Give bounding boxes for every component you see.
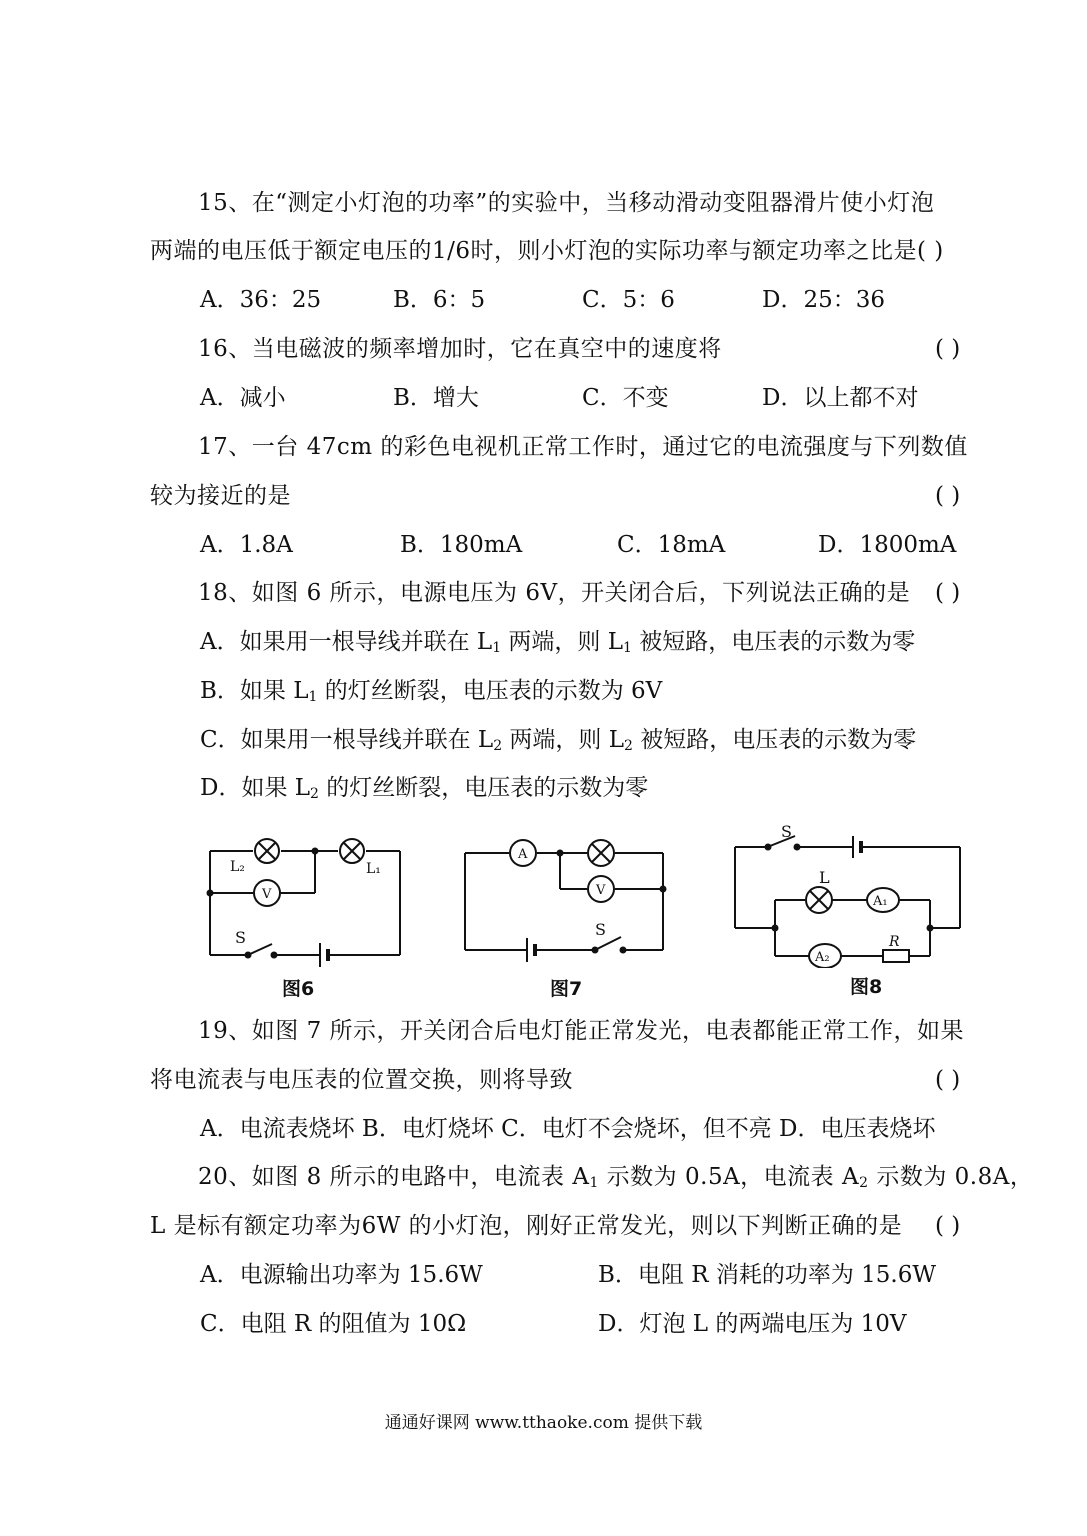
fig8-label-l: L [819,868,830,887]
q20-option-b: B．电阻 R 消耗的功率为 15.6W [598,1262,937,1288]
footer-source: 通通好课网 www.tthaoke.com 提供下载 [384,1413,703,1433]
q19-line1: 19、如图 7 所示，开关闭合后电灯能正常发光，电表都能正常工作，如果 [198,1018,965,1044]
fig8-label-a2: A₂ [815,950,830,965]
q15-line1: 15、在“测定小灯泡的功率”的实验中，当移动滑动变阻器滑片使小灯泡 [198,190,935,216]
q20-answer-paren: ( ) [935,1213,961,1239]
q15-option-c: C．5：6 [582,287,675,313]
fig8-label-r: R [889,934,900,950]
fig8-label-s: S [781,822,792,841]
resistor-r-icon [883,950,909,962]
q18-option-b: B．如果 $L_1$ 的灯丝断裂，电压表的示数为 6V [200,678,663,705]
q17-answer-paren: ( ) [935,483,961,509]
q20-line2: L 是标有额定功率为6W 的小灯泡，刚好正常发光，则以下判断正确的是 [150,1213,903,1239]
fig6-label-l2: L₂ [230,859,245,875]
fig7-label-s: S [595,920,606,939]
q17-option-d: D．1800mA [818,532,957,558]
q20-option-a: A．电源输出功率为 15.6W [200,1262,483,1288]
q16-option-c: C．不变 [582,385,669,411]
q17-option-c: C．18mA [617,532,726,558]
q19-options: A．电流表烧坏 B．电灯烧坏 C．电灯不会烧坏，但不亮 D．电压表烧坏 [200,1116,936,1142]
q17-line1: 17、一台 47cm 的彩色电视机正常工作时，通过它的电流强度与下列数值 [198,434,968,460]
q20-option-c: C．电阻 R 的阻值为 10Ω [200,1311,467,1337]
q17-option-b: B．180mA [400,532,523,558]
q16-answer-paren: ( ) [935,336,961,362]
q18-option-a: A．如果用一根导线并联在 $L_1$ 两端，则 $L_1$ 被短路，电压表的示数为零 [200,629,916,656]
q17-option-a: A．1.8A [200,532,293,558]
fig6-label-v: V [262,887,272,902]
q18-option-c: C．如果用一根导线并联在 $L_2$ 两端，则 $L_2$ 被短路，电压表的示数为零 [200,727,917,754]
switch-s-icon [250,944,272,954]
q15-option-d: D．25：36 [762,287,885,313]
figure-6-circuit [200,835,410,970]
q19-line2: 将电流表与电压表的位置交换，则将导致 [150,1067,573,1093]
q18-option-d: D．如果 $L_2$ 的灯丝断裂，电压表的示数为零 [200,775,649,802]
q20-option-d: D．灯泡 L 的两端电压为 10V [598,1311,907,1337]
q16-option-b: B．增大 [393,385,479,411]
fig7-label-v: V [596,883,606,898]
q17-line2: 较为接近的是 [150,483,291,509]
figure-8-caption: 图8 [850,976,883,998]
fig7-label-a: A [518,847,528,862]
figure-7-circuit [455,835,675,965]
q18-answer-paren: ( ) [935,580,961,606]
figure-8-circuit [725,818,970,968]
q16-option-d: D．以上都不对 [762,385,919,411]
figure-6-caption: 图6 [282,978,315,1000]
q16-option-a: A．减小 [200,385,286,411]
figure-7-caption: 图7 [550,978,583,1000]
fig6-label-l1: L₁ [366,861,381,877]
q20-line1: 20、如图 8 所示的电路中，电流表 $A_1$ 示数为 0.5A，电流表 $A_2$ 示数为 0.8A， [198,1164,1034,1191]
fig8-label-a1: A₁ [873,894,888,909]
fig6-label-s: S [235,928,246,947]
q18-stem: 18、如图 6 所示，电源电压为 6V，开关闭合后，下列说法正确的是 [198,580,911,606]
q15-option-a: A．36：25 [200,287,322,313]
q16-stem: 16、当电磁波的频率增加时，它在真空中的速度将 [198,336,722,362]
q15-line2: 两端的电压低于额定电压的1/6时，则小灯泡的实际功率与额定功率之比是( ) [150,238,944,264]
q15-option-b: B．6：5 [393,287,486,313]
q19-answer-paren: ( ) [935,1067,961,1093]
